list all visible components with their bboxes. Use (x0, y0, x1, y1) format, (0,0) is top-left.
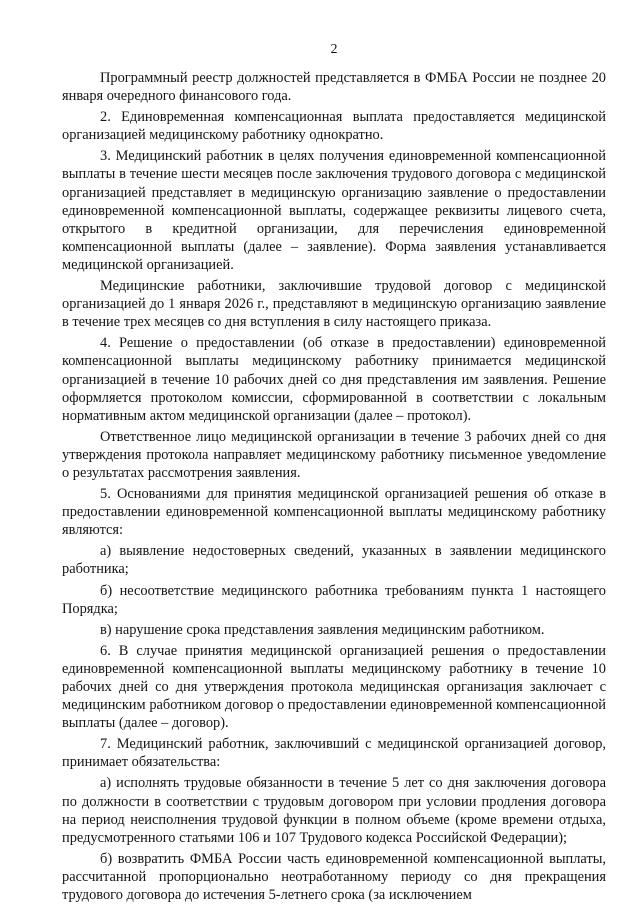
paragraph-3-prior-contracts: Медицинские работники, заключившие трудовой договор с медицинской организацией до 1 января 2026 г., представляют в медицинскую организацию заявление в течение трех месяцев со дня вступления в силу настоящего приказа. (62, 278, 606, 331)
paragraph-7a: а) исполнять трудовые обязанности в течение 5 лет со дня заключения договора по должности в соответствии с трудовым договором при условии продления договора на период неисполнения трудовой функции в полном объеме (кроме времени отдыха, предусмотренного статьями 106 и 107 Трудового кодекса Российской Федерации); (62, 775, 606, 846)
paragraph-6-contract: 6. В случае принятия медицинской организацией решения о предоставлении единовременной компенсационной выплаты медицинскому работнику в течение 10 рабочих дней со дня утверждения протокола медицинская организация заключает с медицинским работником договор о предоставлении единовременной компенсационной выплаты (далее – договор). (62, 642, 606, 732)
paragraph-4-notification: Ответственное лицо медицинской организации в течение 3 рабочих дней со дня утверждения протокола направляет медицинскому работнику письменное уведомление о результатах рассмотрения заявления. (62, 428, 606, 481)
paragraph-3-application: 3. Медицинский работник в целях получения единовременной компенсационной выплаты в течение шести месяцев после заключения трудового договора с медицинской организацией представляет в медицинскую организацию заявление о предоставлении единовременной компенсационной выплаты, содержащее реквизиты лицевого счета, открытого в кредитной организации, для перечисления единовременной компенсационной выплаты (далее – заявление). Форма заявления устанавливается медицинской организацией. (62, 148, 606, 273)
paragraph-7-obligations: 7. Медицинский работник, заключивший с медицинской организацией договор, принимает обязательства: (62, 736, 606, 771)
paragraph-5c: в) нарушение срока представления заявления медицинским работником. (100, 621, 545, 638)
paragraph-7b: б) возвратить ФМБА России часть единовременной компенсационной выплаты, рассчитанной пропорционально неотработанному периоду со дня прекращения трудового договора до истечения 5-летнего срока (за исключением (62, 850, 606, 904)
page-number: 2 (330, 42, 338, 57)
paragraph-2-one-time-payment: 2. Единовременная компенсационная выплата предоставляется медицинской организацией медицинскому работнику однократно. (62, 109, 606, 144)
paragraph-5-refusal-grounds: 5. Основаниями для принятия медицинской организацией решения об отказе в предоставлении единовременной компенсационной выплаты медицинскому работнику являются: (62, 486, 606, 539)
paragraph-5a: а) выявление недостоверных сведений, указанных в заявлении медицинского работника; (62, 543, 606, 578)
paragraph-5b: б) несоответствие медицинского работника требованиям пункта 1 настоящего Порядка; (62, 582, 606, 617)
paragraph-4-decision: 4. Решение о предоставлении (об отказе в предоставлении) единовременной компенсационной выплаты медицинскому работнику принимается медицинской организацией в течение 10 рабочих дней со дня представления им заявления. Решение оформляется протоколом комиссии, сформированной в соответствии с локальным нормативным актом медицинской организации (далее – протокол). (62, 335, 606, 424)
paragraph-registry-deadline: Программный реестр должностей представляется в ФМБА России не позднее 20 января очередного финансового года. (62, 70, 606, 105)
